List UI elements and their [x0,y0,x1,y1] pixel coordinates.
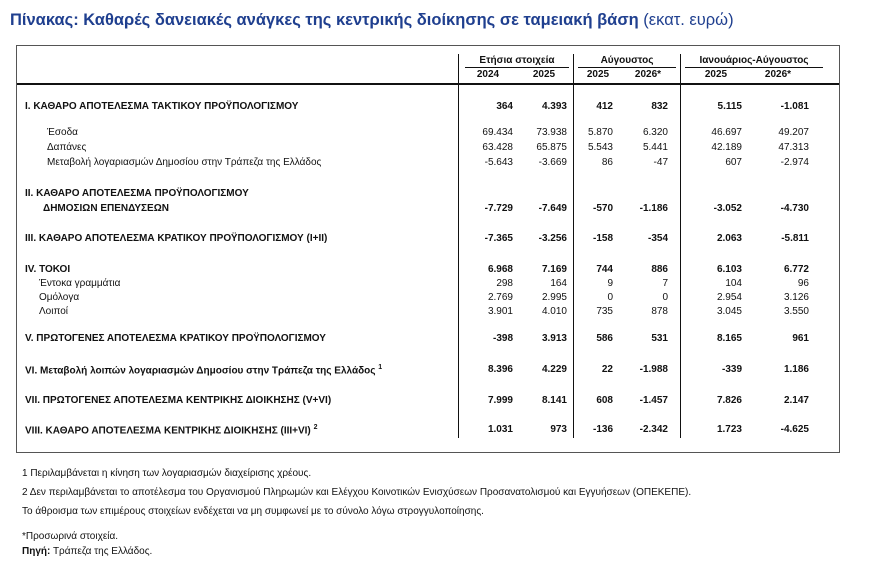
header-year: 2025 [586,69,610,80]
cell-value: -339 [721,364,742,375]
footnote-marker: 1 [378,364,383,371]
cell-value: -2.974 [780,157,809,168]
cell-value: 4.010 [541,306,567,317]
cell-value: 5.115 [717,101,742,112]
cell-value: -7.729 [484,203,513,214]
cell-value: 3.126 [783,292,809,303]
cell-value: 2.063 [716,233,742,244]
header-group-underline [685,67,823,68]
cell-value: 3.550 [783,306,809,317]
title-unit: (εκατ. ευρώ) [643,11,734,29]
cell-value: 1.031 [487,424,513,435]
header-group-annual: Ετήσια στοιχεία [479,55,555,66]
cell-value: -1.081 [780,101,809,112]
cell-value: 961 [792,333,809,344]
cell-value: -7.365 [484,233,513,244]
cell-value: 65.875 [536,142,567,153]
cell-value: 607 [725,157,742,168]
cell-value: 8.141 [541,395,567,406]
cell-value: 744 [596,264,613,275]
header-year: 2026* [634,69,662,80]
cell-value: 298 [496,278,513,289]
cell-value: 1.723 [716,424,742,435]
cell-value: -3.052 [713,203,742,214]
row-label [25,364,382,376]
provisional-note: *Προσωρινά στοιχεία. [22,531,119,542]
cell-value: 531 [651,333,668,344]
cell-value: 73.938 [536,127,567,138]
cell-value: 4.229 [541,364,567,375]
cell-value: 608 [596,395,613,406]
cell-value: 878 [651,306,668,317]
cell-value: 2.995 [541,292,567,303]
row-label-continued: ΔΗΜΟΣΙΩΝ ΕΠΕΝΔΥΣΕΩΝ [43,203,169,214]
cell-value: 42.189 [711,142,742,153]
cell-value: 8.165 [716,333,742,344]
header-year: 2025 [532,69,556,80]
cell-value: 5.870 [587,127,613,138]
cell-value: 973 [550,424,567,435]
cell-value: -2.342 [639,424,668,435]
row-label: Μεταβολή λογαριασμών Δημοσίου στην Τράπεζα της Ελλάδος [47,157,322,168]
cell-value: 7.826 [716,395,742,406]
footnote-2: 2 Δεν περιλαμβάνεται το αποτέλεσμα του Οργανισμού Πληρωμών και Ελέγχου Κοινοτικών Ενισχύσεων Προσανατολισμού και Εγγυήσεων (ΟΠΕΚΕΠΕ). [22,487,692,498]
cell-value: 8.396 [487,364,513,375]
source-text: Τράπεζα της Ελλάδος. [50,546,153,557]
row-label: II. ΚΑΘΑΡΟ ΑΠΟΤΕΛΕΣΜΑ ΠΡΟΫΠΟΛΟΓΙΣΜΟΥ [25,188,249,199]
cell-value: -3.669 [538,157,567,168]
cell-value: 4.393 [541,101,567,112]
cell-value: 2.147 [783,395,809,406]
cell-value: -7.649 [538,203,567,214]
cell-value: -1.988 [639,364,668,375]
cell-value: 735 [596,306,613,317]
cell-value: 412 [596,101,613,112]
header-group-underline [578,67,676,68]
cell-value: 6.968 [487,264,513,275]
cell-value: -5.643 [484,157,513,168]
column-divider [680,54,681,438]
cell-value: -5.811 [781,233,809,244]
rounding-note: Το άθροισμα των επιμέρους στοιχείων ενδέχεται να μη συμφωνεί με το σύνολο λόγω στρογγυλοποίησης. [22,506,484,517]
page-title [10,11,734,30]
footnote-1: 1 Περιλαμβάνεται η κίνηση των λογαριασμών διαχείρισης χρέους. [22,468,312,479]
cell-value: 86 [601,157,613,168]
header-year: 2025 [704,69,728,80]
row-label-text: VI. Μεταβολή λοιπών λογαριασμών Δημοσίου στην Τράπεζα της Ελλάδος [25,365,376,377]
cell-value: 47.313 [778,142,809,153]
cell-value: 0 [662,292,668,303]
cell-value: 6.772 [783,264,809,275]
cell-value: -3.256 [538,233,567,244]
row-label: Έσοδα [47,127,78,138]
cell-value: -1.457 [639,395,668,406]
cell-value: 9 [607,278,613,289]
header-group-jan-aug: Ιανουάριος-Αύγουστος [699,55,809,66]
data-table [16,45,840,453]
cell-value: 96 [797,278,809,289]
header-year: 2026* [764,69,792,80]
cell-value: 5.441 [642,142,668,153]
row-label: I. ΚΑΘΑΡΟ ΑΠΟΤΕΛΕΣΜΑ ΤΑΚΤΙΚΟΥ ΠΡΟΫΠΟΛΟΓΙΣΜΟΥ [25,101,299,112]
header-rule [17,83,839,85]
cell-value: 7.999 [487,395,513,406]
cell-value: -398 [492,333,513,344]
cell-value: 49.207 [778,127,809,138]
cell-value: -1.186 [639,203,668,214]
cell-value: -4.730 [780,203,809,214]
title-main: Πίνακας: Καθαρές δανειακές ανάγκες της κεντρικής διοίκησης σε ταμειακή βάση [10,11,639,29]
cell-value: 22 [601,364,613,375]
column-divider [458,54,459,438]
cell-value: 3.045 [716,306,742,317]
footnote-marker: 2 [313,424,318,431]
row-label: Δαπάνες [47,142,87,153]
cell-value: 7 [662,278,668,289]
cell-value: -4.625 [780,424,809,435]
cell-value: -354 [647,233,668,244]
row-label [25,424,317,436]
cell-value: 1.186 [783,364,809,375]
row-label: Έντοκα γραμμάτια [39,278,121,289]
header-year: 2024 [476,69,500,80]
cell-value: 2.769 [487,292,513,303]
cell-value: 3.901 [487,306,513,317]
cell-value: -136 [592,424,613,435]
header-group-august: Αύγουστος [600,55,654,66]
row-label: IV. ΤΟΚΟΙ [25,264,71,275]
cell-value: 63.428 [482,142,513,153]
cell-value: 69.434 [482,127,513,138]
source-label: Πηγή: [22,546,51,557]
row-label: Ομόλογα [39,292,80,303]
cell-value: 164 [550,278,567,289]
cell-value: 46.697 [711,127,742,138]
cell-value: 886 [651,264,668,275]
row-label: V. ΠΡΩΤΟΓΕΝΕΣ ΑΠΟΤΕΛΕΣΜΑ ΚΡΑΤΙΚΟΥ ΠΡΟΫΠΟΛΟΓΙΣΜΟΥ [25,333,326,344]
cell-value: 6.103 [716,264,742,275]
cell-value: 364 [496,101,513,112]
cell-value: -570 [592,203,613,214]
row-label: VII. ΠΡΩΤΟΓΕΝΕΣ ΑΠΟΤΕΛΕΣΜΑ ΚΕΝΤΡΙΚΗΣ ΔΙΟΙΚΗΣΗΣ (V+VI) [25,395,332,406]
row-label: III. ΚΑΘΑΡΟ ΑΠΟΤΕΛΕΣΜΑ ΚΡΑΤΙΚΟΥ ΠΡΟΫΠΟΛΟΓΙΣΜΟΥ (I+II) [25,233,328,244]
row-label-text: VIII. ΚΑΘΑΡΟ ΑΠΟΤΕΛΕΣΜΑ ΚΕΝΤΡΙΚΗΣ ΔΙΟΙΚΗΣΗΣ (III+VI) [25,425,311,437]
cell-value: 832 [651,101,668,112]
cell-value: 6.320 [642,127,668,138]
cell-value: -158 [592,233,613,244]
header-group-underline [465,67,569,68]
cell-value: 7.169 [541,264,567,275]
cell-value: -47 [653,157,668,168]
row-label: Λοιποί [39,306,69,317]
cell-value: 3.913 [541,333,567,344]
source-note [22,546,152,557]
cell-value: 2.954 [716,292,742,303]
cell-value: 0 [607,292,613,303]
cell-value: 586 [596,333,613,344]
cell-value: 104 [725,278,742,289]
cell-value: 5.543 [587,142,613,153]
